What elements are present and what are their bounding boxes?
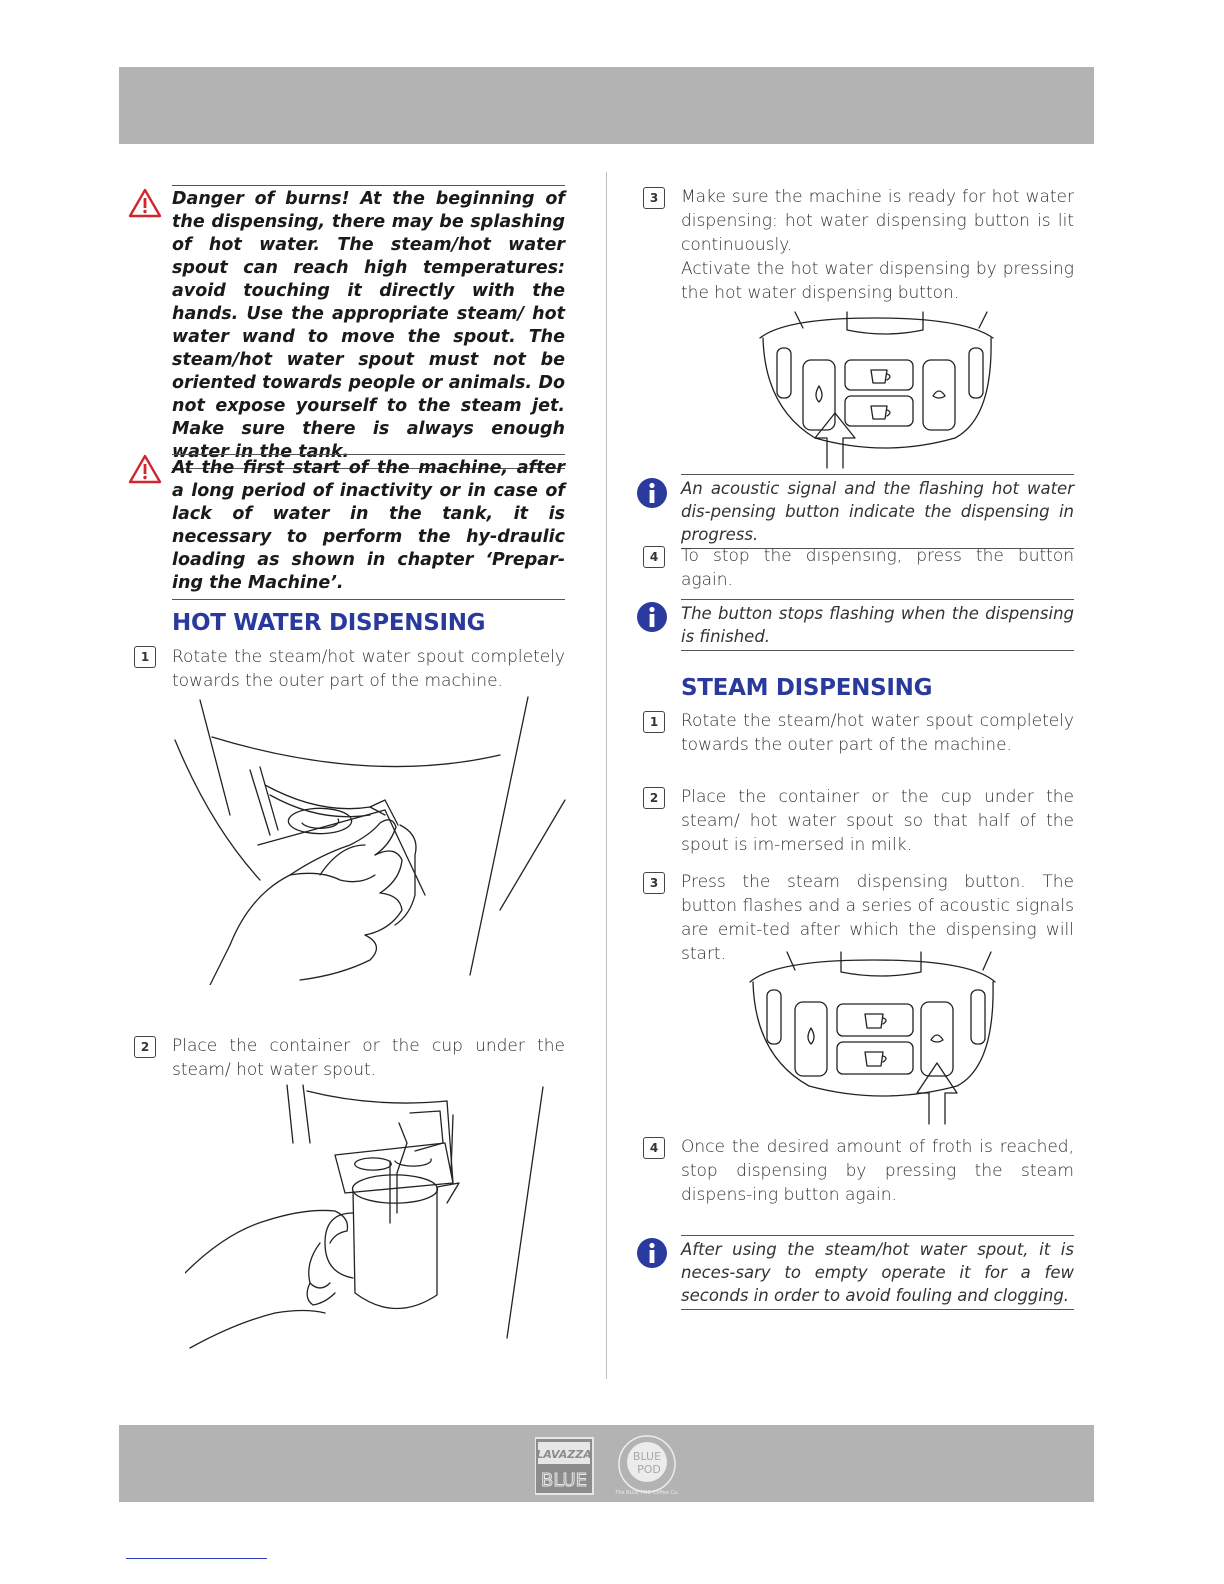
- step-number: 2: [643, 787, 665, 809]
- step-number: 1: [134, 646, 156, 668]
- info-note-text: An acoustic signal and the flashing hot water dis-pensing button indicate the dispensing in progress.: [681, 479, 1074, 544]
- steam-step-4-text: Once the desired amount of froth is reached, stop dispensing by pressing the steam dispens-ing button again.: [681, 1137, 1074, 1205]
- step-number: 3: [643, 187, 665, 209]
- step-number: 2: [134, 1036, 156, 1058]
- steam-step-2-text: Place the container or the cup under the steam/ hot water spout so that half of the spout is im-mersed in milk.: [681, 787, 1074, 855]
- column-divider: [606, 172, 607, 1379]
- hot-water-step-3-text: Make sure the machine is ready for hot water dispensing: hot water dispensing button is lit continuously.: [681, 187, 1074, 255]
- hot-water-step-3-text-2: Activate the hot water dispensing by pressing the hot water dispensing button.: [681, 259, 1074, 303]
- info-icon: [636, 1237, 668, 1269]
- info-icon: [636, 601, 668, 633]
- logo-text-lavazza: LAVAZZA: [536, 1448, 592, 1461]
- brand-logos: [535, 1434, 685, 1496]
- hot-water-step-4-text: To stop the dispensing, press the button again.: [681, 546, 1074, 590]
- info-note-acoustic-signal: [681, 474, 1074, 549]
- warning-triangle-icon: [128, 454, 162, 484]
- step-number: 4: [643, 546, 665, 568]
- steam-step-3-text: Press the steam dispensing button. The button flashes and a series of acoustic signals are emit-ted after which the dispensing will start.: [681, 872, 1074, 964]
- logo-text-ring: The BLUE POD Coffee Co.: [615, 1490, 679, 1496]
- info-note-text: The button stops flashing when the dispensing is finished.: [681, 604, 1074, 646]
- hot-water-heading: HOT WATER DISPENSING: [172, 610, 486, 636]
- info-icon: [636, 477, 668, 509]
- blue-pod-logo: [614, 1436, 679, 1496]
- warning-text-burns: Danger of burns! At the beginning of the dispensing, there may be splashing of hot water. The steam/hot water spout can reach high temperatures: avoid touching it directly with the hands. Use the appropriate steam/ hot water wand to move the spout. The steam/hot water spout must not be oriented towards people or animals. Do not expose yourself to the steam jet. Make sure there is always enough water in the tank.: [172, 189, 565, 462]
- warning-text-first-start: At the first start of the machine, after a long period of inactivity or in case of lack of water in the tank, it is necessary to perform the hy-draulic loading as shown in chapter ‘Prepar-ing the Machine’.: [172, 458, 565, 593]
- control-panel-steam-illustration: [745, 948, 1000, 1128]
- warning-box-burns: [172, 185, 565, 469]
- warning-triangle-icon: [128, 188, 162, 218]
- pitcher-under-spout-illustration: [185, 1083, 555, 1353]
- header-band: [119, 67, 1094, 144]
- logo-text-blue-pod-1: BLUE: [632, 1450, 662, 1463]
- logo-text-blue-pod-2: POD: [637, 1463, 661, 1476]
- lavazza-blue-logo: [535, 1438, 593, 1494]
- hot-water-step-1-text: Rotate the steam/hot water spout completely towards the outer part of the machine.: [172, 647, 565, 691]
- info-note-text: After using the steam/hot water spout, it is neces-sary to empty operate it for a few seconds in order to avoid fouling and clogging.: [681, 1240, 1074, 1305]
- logo-text-blue: BLUE: [540, 1470, 588, 1491]
- steam-step-1-text: Rotate the steam/hot water spout completely towards the outer part of the machine.: [681, 711, 1074, 755]
- step-number: 1: [643, 711, 665, 733]
- step-number: 3: [643, 872, 665, 894]
- info-note-button-stops: [681, 599, 1074, 651]
- warning-box-first-start: [172, 454, 565, 600]
- info-note-empty-spout: [681, 1235, 1074, 1310]
- footer-link-line: [126, 1558, 267, 1559]
- hot-water-step-2-text: Place the container or the cup under the steam/ hot water spout.: [172, 1036, 565, 1080]
- steam-heading: STEAM DISPENSING: [681, 675, 933, 701]
- step-number: 4: [643, 1137, 665, 1159]
- control-panel-hot-water-illustration: [755, 308, 995, 473]
- spout-rotation-illustration: [170, 695, 570, 985]
